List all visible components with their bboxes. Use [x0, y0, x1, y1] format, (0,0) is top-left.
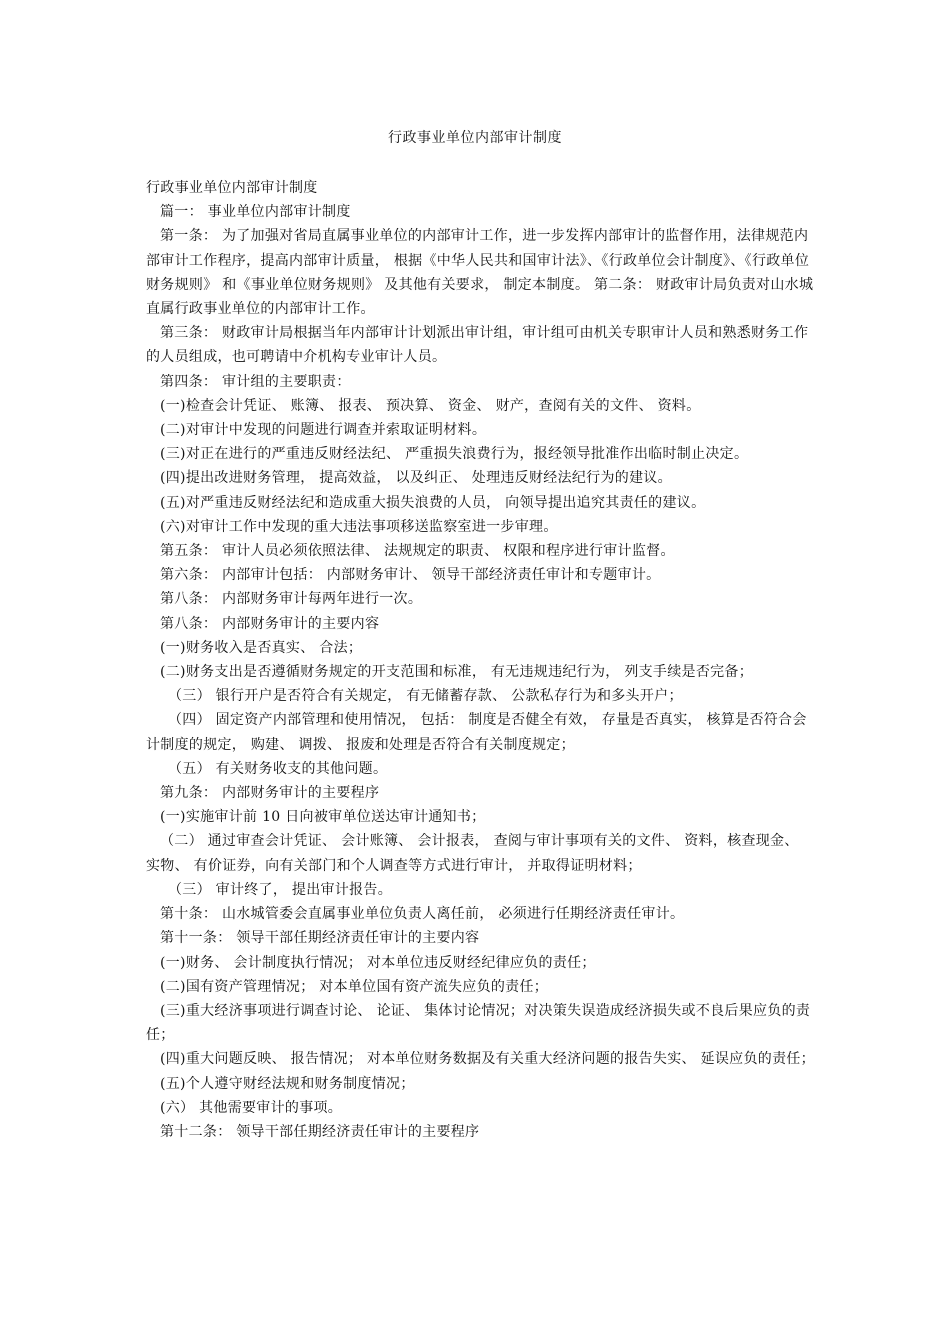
- document-title: 行政事业单位内部审计制度: [388, 130, 562, 146]
- paragraph: (一)财务收入是否真实、 合法；: [160, 639, 363, 656]
- paragraph: (三)重大经济事项进行调查讨论、 论证、 集体讨论情况；对决策失误造成经济损失或不良后果应负的责任；: [146, 1002, 811, 1044]
- paragraph: (二)财务支出是否遵循财务规定的开支范围和标准， 有无违规违纪行为， 列支手续是否完备；: [160, 664, 754, 681]
- paragraph: （三） 审计终了， 提出审计报告。: [168, 881, 392, 898]
- paragraph: 第三条： 财政审计局根据当年内部审计计划派出审计组，审计组可由机关专职审计人员和熟悉财务工作的人员组成，也可聘请中介机构专业审计人员。: [146, 325, 809, 366]
- paragraph: （三） 银行开户是否符合有关规定， 有无储蓄存款、 公款私存行为和多头开户；: [168, 688, 683, 705]
- paragraph: (四)重大问题反映、 报告情况； 对本单位财务数据及有关重大经济问题的报告失实、 延误应负的责任；: [160, 1051, 815, 1068]
- paragraph: (二)国有资产管理情况； 对本单位国有资产流失应负的责任；: [160, 978, 549, 995]
- paragraph: 第十二条： 领导干部任期经济责任审计的主要程序: [160, 1123, 480, 1140]
- paragraph: 第九条： 内部财务审计的主要程序: [160, 785, 380, 802]
- paragraph: （五） 有关财务收支的其他问题。: [168, 760, 388, 777]
- paragraph: 第十条： 山水城管委会直属事业单位负责人离任前， 必须进行任期经济责任审计。: [160, 906, 685, 923]
- paragraph: (六)对审计工作中发现的重大违法事项移送监察室进一步审理。: [160, 518, 558, 535]
- paragraph: (二)对审计中发现的问题进行调查并索取证明材料。: [160, 422, 487, 439]
- paragraph: (一)检查会计凭证、 账簿、 报表、 预决算、 资金、 财产，查阅有关的文件、 资料。: [160, 397, 701, 414]
- paragraph: (五)对严重违反财经法纪和造成重大损失浪费的人员， 向领导提出追究其责任的建议。: [160, 494, 706, 511]
- paragraph: (六） 其他需要审计的事项。: [160, 1099, 343, 1116]
- paragraph: (四)提出改进财务管理， 提高效益， 以及纠正、 处理违反财经法纪行为的建议。: [160, 470, 672, 487]
- document-body: [146, 176, 816, 1144]
- paragraph: 第五条： 审计人员必须依照法律、 法规规定的职责、 权限和程序进行审计监督。: [160, 543, 675, 560]
- paragraph: 第十一条： 领导干部任期经济责任审计的主要内容: [160, 930, 480, 947]
- paragraph: 第四条： 审计组的主要职责：: [160, 373, 351, 390]
- paragraph: 第八条： 内部财务审计每两年进行一次。: [160, 591, 423, 608]
- paragraph: 第八条： 内部财务审计的主要内容: [160, 615, 380, 632]
- paragraph: 第六条： 内部审计包括： 内部财务审计、 领导干部经济责任审计和专题审计。: [160, 567, 661, 584]
- paragraph: (一)财务、 会计制度执行情况； 对本单位违反财经纪律应负的责任；: [160, 954, 596, 971]
- paragraph: (一)实施审计前 10 日向被审单位送达审计通知书；: [160, 809, 486, 826]
- paragraph: 篇一： 事业单位内部审计制度: [160, 204, 351, 221]
- paragraph: （四） 固定资产内部管理和使用情况， 包括： 制度是否健全有效， 存量是否真实， 核算是否符合会计制度的规定， 购建、 调拨、 报废和处理是否符合有关制度规定；: [146, 712, 807, 753]
- paragraph: 第一条： 为了加强对省局直属事业单位的内部审计工作，进一步发挥内部审计的监督作用，法律规范内部审计工作程序，提高内部审计质量， 根据《中华人民共和国审计法》、《行政单位会计制度》、《行政单位财务规则》 和《事业单位财务规则》 及其他有关要求， 制定本制度。 第二条： 财政审计局负责对山水城直属行政事业单位的内部审计工作。: [146, 228, 814, 318]
- paragraph: (五)个人遵守财经法规和财务制度情况；: [160, 1075, 415, 1092]
- paragraph: (三)对正在进行的严重违反财经法纪、 严重损失浪费行为，报经领导批准作出临时制止决定。: [160, 446, 749, 463]
- paragraph: 行政事业单位内部审计制度: [146, 180, 318, 196]
- paragraph: （二） 通过审查会计凭证、 会计账簿、 会计报表， 查阅与审计事项有关的文件、 资料，核查现金、 实物、 有价证券，向有关部门和个人调查等方式进行审计， 并取得证明材料；: [146, 833, 799, 874]
